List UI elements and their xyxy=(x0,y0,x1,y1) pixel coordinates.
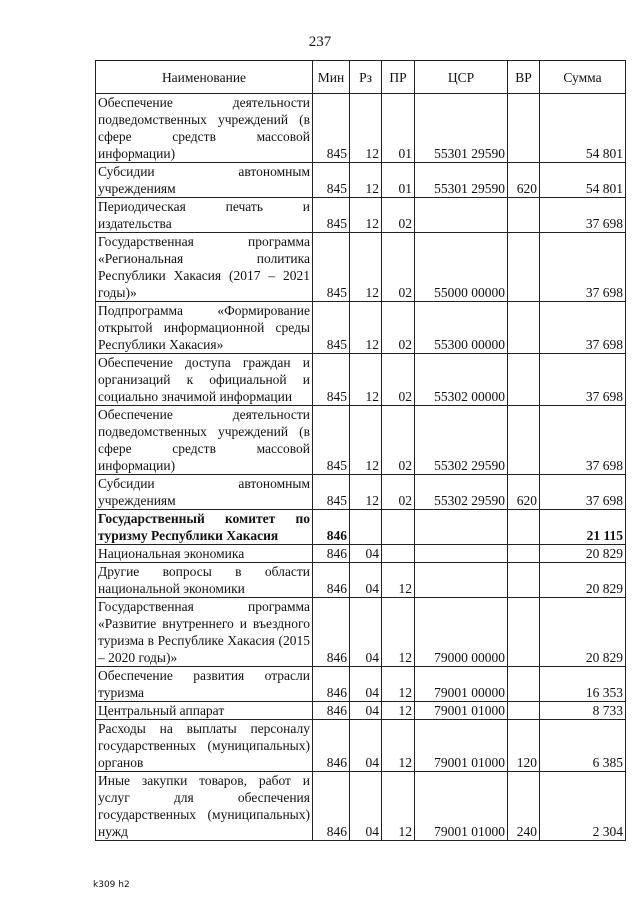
cell-rz: 04 xyxy=(350,720,382,772)
cell-sum: 37 698 xyxy=(540,354,626,406)
cell-rz: 12 xyxy=(350,163,382,198)
cell-name: Государственная программа «Развитие внутреннего и въездного туризма в Республике Хакасия (2015 – 2020 годы)» xyxy=(96,598,313,667)
cell-rz: 04 xyxy=(350,772,382,841)
budget-table xyxy=(95,60,626,841)
cell-vr xyxy=(508,563,540,598)
table-row xyxy=(96,94,626,163)
cell-name: Центральный аппарат xyxy=(96,702,313,720)
cell-pr: 02 xyxy=(382,354,415,406)
cell-sum: 54 801 xyxy=(540,94,626,163)
cell-pr: 12 xyxy=(382,772,415,841)
header-name: Наименование xyxy=(96,61,313,94)
cell-csr: 79001 01000 xyxy=(415,702,508,720)
cell-csr: 79001 01000 xyxy=(415,772,508,841)
cell-vr xyxy=(508,702,540,720)
cell-sum: 16 353 xyxy=(540,667,626,702)
cell-min: 846 xyxy=(313,510,350,545)
cell-rz: 12 xyxy=(350,406,382,475)
cell-rz: 12 xyxy=(350,94,382,163)
cell-pr: 12 xyxy=(382,667,415,702)
table-body xyxy=(96,94,626,841)
cell-min: 845 xyxy=(313,475,350,510)
table-row xyxy=(96,667,626,702)
cell-name: Иные закупки товаров, работ и услуг для обеспечения государственных (муниципальных) нужд xyxy=(96,772,313,841)
cell-csr: 55301 29590 xyxy=(415,163,508,198)
footer-code: k309 h2 xyxy=(93,880,130,890)
cell-sum: 37 698 xyxy=(540,198,626,233)
cell-vr: 620 xyxy=(508,475,540,510)
cell-min: 846 xyxy=(313,598,350,667)
cell-vr: 620 xyxy=(508,163,540,198)
table-row xyxy=(96,598,626,667)
cell-pr: 12 xyxy=(382,563,415,598)
cell-name: Субсидии автономным учреждениям xyxy=(96,163,313,198)
cell-sum: 2 304 xyxy=(540,772,626,841)
cell-vr xyxy=(508,198,540,233)
cell-min: 846 xyxy=(313,720,350,772)
cell-min: 845 xyxy=(313,233,350,302)
cell-name: Подпрограмма «Формирование открытой информационной среды Республики Хакасия» xyxy=(96,302,313,354)
cell-vr xyxy=(508,354,540,406)
cell-rz: 04 xyxy=(350,545,382,563)
cell-name: Государственная программа «Региональная политика Республики Хакасия (2017 – 2021 годы)» xyxy=(96,233,313,302)
header-pr: ПР xyxy=(382,61,415,94)
cell-pr: 01 xyxy=(382,94,415,163)
cell-sum: 37 698 xyxy=(540,406,626,475)
cell-sum: 54 801 xyxy=(540,163,626,198)
table-row xyxy=(96,302,626,354)
cell-sum: 21 115 xyxy=(540,510,626,545)
cell-min: 845 xyxy=(313,302,350,354)
cell-min: 845 xyxy=(313,163,350,198)
cell-sum: 20 829 xyxy=(540,598,626,667)
cell-vr xyxy=(508,667,540,702)
cell-name: Субсидии автономным учреждениям xyxy=(96,475,313,510)
cell-csr: 55000 00000 xyxy=(415,233,508,302)
cell-pr: 12 xyxy=(382,598,415,667)
cell-min: 846 xyxy=(313,563,350,598)
cell-rz: 12 xyxy=(350,475,382,510)
cell-pr xyxy=(382,545,415,563)
cell-name: Обеспечение развития отрасли туризма xyxy=(96,667,313,702)
cell-pr: 02 xyxy=(382,475,415,510)
cell-name: Расходы на выплаты персоналу государственных (муниципальных) органов xyxy=(96,720,313,772)
cell-vr xyxy=(508,233,540,302)
cell-min: 846 xyxy=(313,702,350,720)
cell-csr: 79001 00000 xyxy=(415,667,508,702)
cell-min: 845 xyxy=(313,354,350,406)
cell-csr xyxy=(415,510,508,545)
page-number: 237 xyxy=(308,34,332,50)
cell-pr: 12 xyxy=(382,702,415,720)
table-row xyxy=(96,198,626,233)
cell-name: Национальная экономика xyxy=(96,545,313,563)
cell-pr xyxy=(382,510,415,545)
cell-sum: 20 829 xyxy=(540,545,626,563)
cell-pr: 12 xyxy=(382,720,415,772)
table-row xyxy=(96,720,626,772)
table-row xyxy=(96,354,626,406)
cell-vr xyxy=(508,302,540,354)
header-min: Мин xyxy=(313,61,350,94)
table-row xyxy=(96,163,626,198)
cell-vr: 240 xyxy=(508,772,540,841)
cell-vr xyxy=(508,545,540,563)
header-vr: ВР xyxy=(508,61,540,94)
cell-csr: 55302 00000 xyxy=(415,354,508,406)
cell-csr: 79001 01000 xyxy=(415,720,508,772)
cell-min: 846 xyxy=(313,667,350,702)
cell-rz: 12 xyxy=(350,233,382,302)
cell-csr: 55302 29590 xyxy=(415,406,508,475)
cell-min: 845 xyxy=(313,94,350,163)
cell-rz: 04 xyxy=(350,702,382,720)
cell-name: Обеспечение деятельности подведомственных учреждений (в сфере средств массовой информации) xyxy=(96,406,313,475)
cell-rz: 04 xyxy=(350,563,382,598)
cell-sum: 37 698 xyxy=(540,302,626,354)
cell-min: 846 xyxy=(313,545,350,563)
cell-rz: 12 xyxy=(350,302,382,354)
table-row xyxy=(96,233,626,302)
cell-vr xyxy=(508,510,540,545)
cell-pr: 02 xyxy=(382,233,415,302)
cell-min: 845 xyxy=(313,406,350,475)
cell-rz: 04 xyxy=(350,598,382,667)
cell-vr xyxy=(508,94,540,163)
cell-csr: 55302 29590 xyxy=(415,475,508,510)
cell-min: 845 xyxy=(313,198,350,233)
cell-csr xyxy=(415,563,508,598)
cell-csr xyxy=(415,545,508,563)
cell-rz: 04 xyxy=(350,667,382,702)
cell-pr: 02 xyxy=(382,302,415,354)
cell-min: 846 xyxy=(313,772,350,841)
cell-vr xyxy=(508,598,540,667)
cell-name: Обеспечение деятельности подведомственных учреждений (в сфере средств массовой информации) xyxy=(96,94,313,163)
header-csr: ЦСР xyxy=(415,61,508,94)
cell-csr: 79000 00000 xyxy=(415,598,508,667)
cell-rz: 12 xyxy=(350,198,382,233)
table-row xyxy=(96,772,626,841)
cell-rz: 12 xyxy=(350,354,382,406)
table-row xyxy=(96,406,626,475)
cell-rz xyxy=(350,510,382,545)
table-header-row xyxy=(96,61,626,94)
cell-vr: 120 xyxy=(508,720,540,772)
cell-csr: 55300 00000 xyxy=(415,302,508,354)
table-row xyxy=(96,563,626,598)
cell-csr: 55301 29590 xyxy=(415,94,508,163)
cell-sum: 20 829 xyxy=(540,563,626,598)
cell-pr: 01 xyxy=(382,163,415,198)
cell-vr xyxy=(508,406,540,475)
table-row xyxy=(96,475,626,510)
cell-pr: 02 xyxy=(382,198,415,233)
cell-name: Другие вопросы в области национальной экономики xyxy=(96,563,313,598)
table-row xyxy=(96,510,626,545)
table-row xyxy=(96,545,626,563)
header-rz: Рз xyxy=(350,61,382,94)
cell-sum: 8 733 xyxy=(540,702,626,720)
table-row xyxy=(96,702,626,720)
cell-sum: 37 698 xyxy=(540,233,626,302)
cell-name: Периодическая печать и издательства xyxy=(96,198,313,233)
cell-name: Обеспечение доступа граждан и организаций к официальной и социально значимой информации xyxy=(96,354,313,406)
cell-pr: 02 xyxy=(382,406,415,475)
header-sum: Сумма xyxy=(540,61,626,94)
cell-sum: 6 385 xyxy=(540,720,626,772)
cell-sum: 37 698 xyxy=(540,475,626,510)
cell-csr xyxy=(415,198,508,233)
cell-name: Государственный комитет по туризму Республики Хакасия xyxy=(96,510,313,545)
